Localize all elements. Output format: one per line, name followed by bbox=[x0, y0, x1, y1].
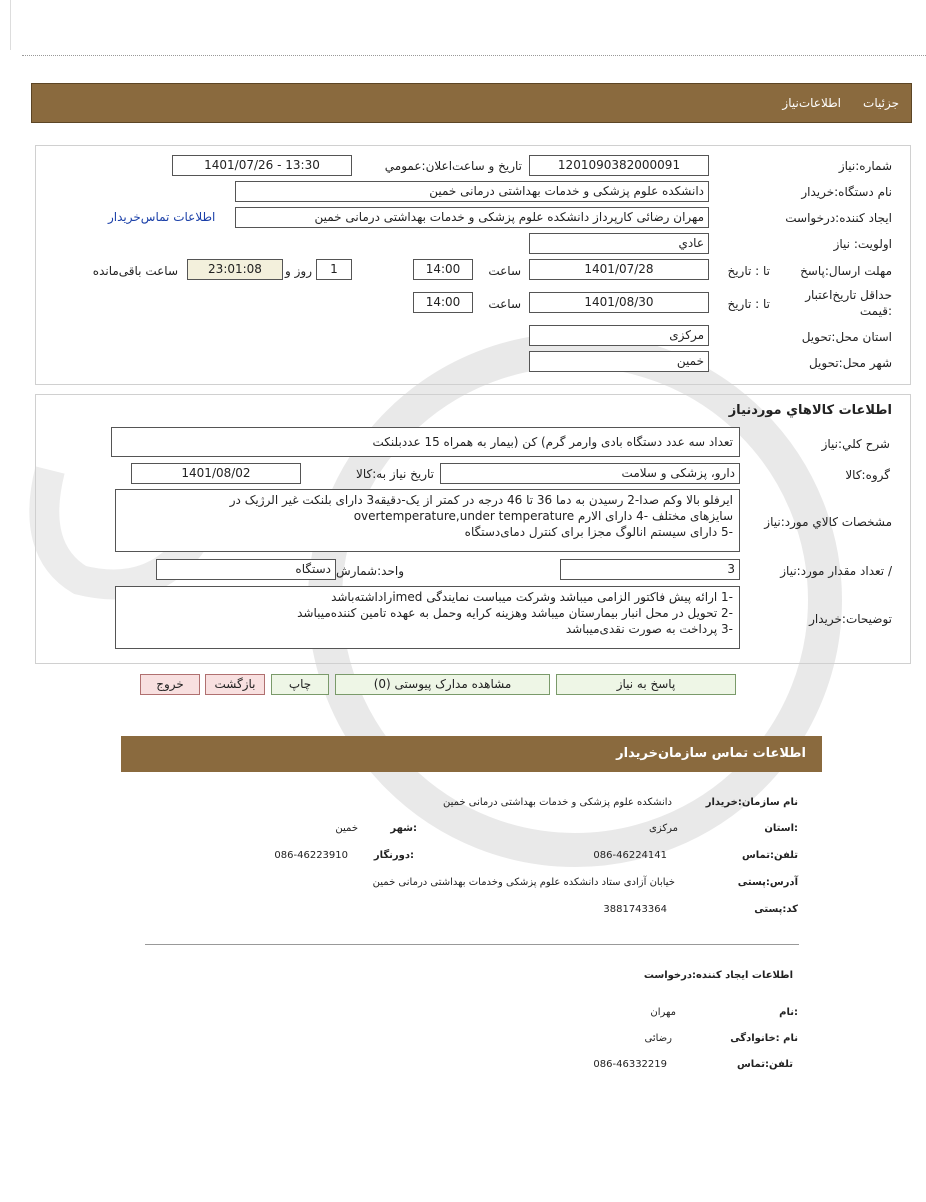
goods-group-label: گروه:کالا bbox=[845, 468, 890, 482]
goods-group-field: دارو، پزشکی و سلامت bbox=[440, 463, 740, 484]
priority-label: اولویت: نیاز bbox=[833, 237, 892, 251]
buyer-notes-label: توضیحات:خریدار bbox=[809, 612, 892, 626]
contact-org-value: دانشکده علوم پزشکی و خدمات بهداشتی درمانی خمین bbox=[443, 797, 672, 808]
days-label: روز و bbox=[285, 264, 312, 278]
buyer-org-label: نام دستگاه:خریدار bbox=[801, 185, 892, 199]
requester-family-label: نام :خانوادگی bbox=[730, 1033, 798, 1044]
announce-label: تاریخ و ساعت‌اعلان:عمومي bbox=[384, 159, 522, 173]
spec-line-3: -5 دارای سیستم انالوگ مجزا برای کنترل دمای‌دستگاه bbox=[464, 525, 733, 539]
print-button[interactable]: چاپ bbox=[271, 674, 329, 695]
contact-city-value: خمین bbox=[335, 823, 358, 834]
buyer-contact-header bbox=[121, 736, 822, 772]
contact-org-label: نام سازمان:خریدار bbox=[705, 797, 798, 808]
spec-line-1: ایرفلو بالا وکم صدا-2 رسیدن به دما 36 تا 46 درجه در کمتر از یک-دقیقه3 دارای بلنکت غیر الرژیک در bbox=[229, 493, 733, 507]
tab-bar bbox=[31, 83, 912, 123]
contact-fax-value: 086-46223910 bbox=[274, 850, 348, 861]
reply-button[interactable]: پاسخ به نیاز bbox=[556, 674, 736, 695]
creator-field: مهران رضائی کارپرداز دانشکده علوم پزشکی و خدمات بهداشتی درمانی خمین bbox=[235, 207, 709, 228]
deadline-time-label: ساعت bbox=[488, 264, 521, 278]
requester-name-label: :نام bbox=[779, 1007, 798, 1018]
need-number-label: شماره:نیاز bbox=[838, 159, 892, 173]
contact-province-label: :استان bbox=[764, 823, 798, 834]
unit-label: واحد:شمارش bbox=[336, 564, 404, 578]
unit-field: دستگاه bbox=[156, 559, 336, 580]
days-field: 1 bbox=[316, 259, 352, 280]
contact-phone-value: 086-46224141 bbox=[593, 850, 667, 861]
contact-address-value: خیابان آزادی ستاد دانشکده علوم پزشکی وخدمات بهداشتی درمانی خمین bbox=[372, 877, 675, 888]
qty-field: 3 bbox=[560, 559, 740, 580]
requester-name-value: مهران bbox=[650, 1007, 676, 1018]
spec-line-2: سایزهای مختلف -4 دارای الارم overtemperature,under temperature bbox=[353, 509, 733, 523]
city-field: خمین bbox=[529, 351, 709, 372]
notes-line-1: -1 ارائه پیش فاکتور الزامی میباشد وشرکت میباست نمایندگی imedراداشته‌باشد bbox=[331, 590, 733, 604]
priority-field: عادي bbox=[529, 233, 709, 254]
validity-to-date-label: تا : تاریخ bbox=[727, 297, 770, 311]
requester-family-value: رضائی bbox=[644, 1033, 672, 1044]
header-divider bbox=[22, 55, 926, 56]
deadline-to-date-label: تا : تاریخ bbox=[727, 264, 770, 278]
announce-field: 1401/07/26 - 13:30 bbox=[172, 155, 352, 176]
contact-phone-label: تلفن:تماس bbox=[741, 850, 798, 861]
buyer-notes-field bbox=[115, 586, 740, 649]
buyer-contact-title: اطلاعات تماس سازمان‌خریدار bbox=[616, 746, 806, 761]
creator-label: ایجاد کننده:درخواست bbox=[785, 211, 892, 225]
deadline-label: مهلت ارسال:پاسخ bbox=[800, 264, 892, 278]
goods-desc-label: شرح کلي:نياز bbox=[821, 437, 890, 451]
page-edge-line bbox=[10, 0, 11, 50]
goods-desc-field: تعداد سه عدد دستگاه بادی وارمر گرم) کن (بیمار به همراه 15 عددبلنکت bbox=[111, 427, 740, 457]
deadline-time-field: 14:00 bbox=[413, 259, 473, 280]
contact-city-label: :شهر bbox=[390, 823, 417, 834]
tab-details[interactable]: جزئیات bbox=[863, 96, 899, 110]
validity-time-field: 14:00 bbox=[413, 292, 473, 313]
remaining-time-field: 23:01:08 bbox=[187, 259, 283, 280]
goods-title: اطلاعات کالاهاي موردنياز bbox=[728, 403, 892, 418]
buyer-contact-link[interactable]: اطلاعات تماس‌خریدار bbox=[108, 210, 216, 224]
need-date-label: تاریخ نیاز به:کالا bbox=[356, 467, 434, 481]
exit-button[interactable]: خروج bbox=[140, 674, 200, 695]
tab-need-info[interactable]: اطلاعات‌نیاز bbox=[782, 96, 841, 110]
buyer-org-field: دانشکده علوم پزشکی و خدمات بهداشتی درمانی خمین bbox=[235, 181, 709, 202]
contact-province-value: مرکزی bbox=[649, 823, 678, 834]
requester-title: اطلاعات ایجاد کننده:درخواست bbox=[643, 970, 793, 981]
validity-time-label: ساعت bbox=[488, 297, 521, 311]
deadline-date-field: 1401/07/28 bbox=[529, 259, 709, 280]
requester-phone-value: 086-46332219 bbox=[593, 1059, 667, 1070]
contact-divider bbox=[145, 944, 799, 945]
qty-label: / تعداد مقدار مورد:نیاز bbox=[780, 564, 892, 578]
contact-postal-label: کد:پستی bbox=[754, 904, 798, 915]
back-button[interactable]: بازگشت bbox=[205, 674, 265, 695]
contact-fax-label: :دورنگار bbox=[373, 850, 414, 861]
validity-date-field: 1401/08/30 bbox=[529, 292, 709, 313]
validity-label-2: :قیمت bbox=[859, 304, 892, 318]
attachments-button[interactable]: مشاهده مدارک پیوستی (0) bbox=[335, 674, 550, 695]
need-number-field: 1201090382000091 bbox=[529, 155, 709, 176]
need-date-field: 1401/08/02 bbox=[131, 463, 301, 484]
city-label: شهر محل:تحویل bbox=[808, 356, 892, 370]
contact-address-label: آدرس:پستی bbox=[737, 877, 798, 888]
requester-phone-label: تلفن:تماس bbox=[736, 1059, 793, 1070]
notes-line-3: -3 پرداخت به صورت نقدی‌میباشد bbox=[565, 622, 733, 636]
province-field: مرکزی bbox=[529, 325, 709, 346]
contact-postal-value: 3881743364 bbox=[603, 904, 667, 915]
remaining-label: ساعت باقی‌مانده bbox=[92, 264, 178, 278]
province-label: استان محل:تحویل bbox=[801, 330, 892, 344]
validity-label: حداقل تاریخ‌اعتبار bbox=[805, 288, 892, 302]
notes-line-2: -2 تحویل در محل انبار بیمارستان میباشد وهزینه کرایه وحمل به عهده تامین کننده‌میباشد bbox=[297, 606, 733, 620]
goods-spec-label: مشخصات کالاي مورد:نياز bbox=[764, 515, 892, 529]
goods-spec-field bbox=[115, 489, 740, 552]
